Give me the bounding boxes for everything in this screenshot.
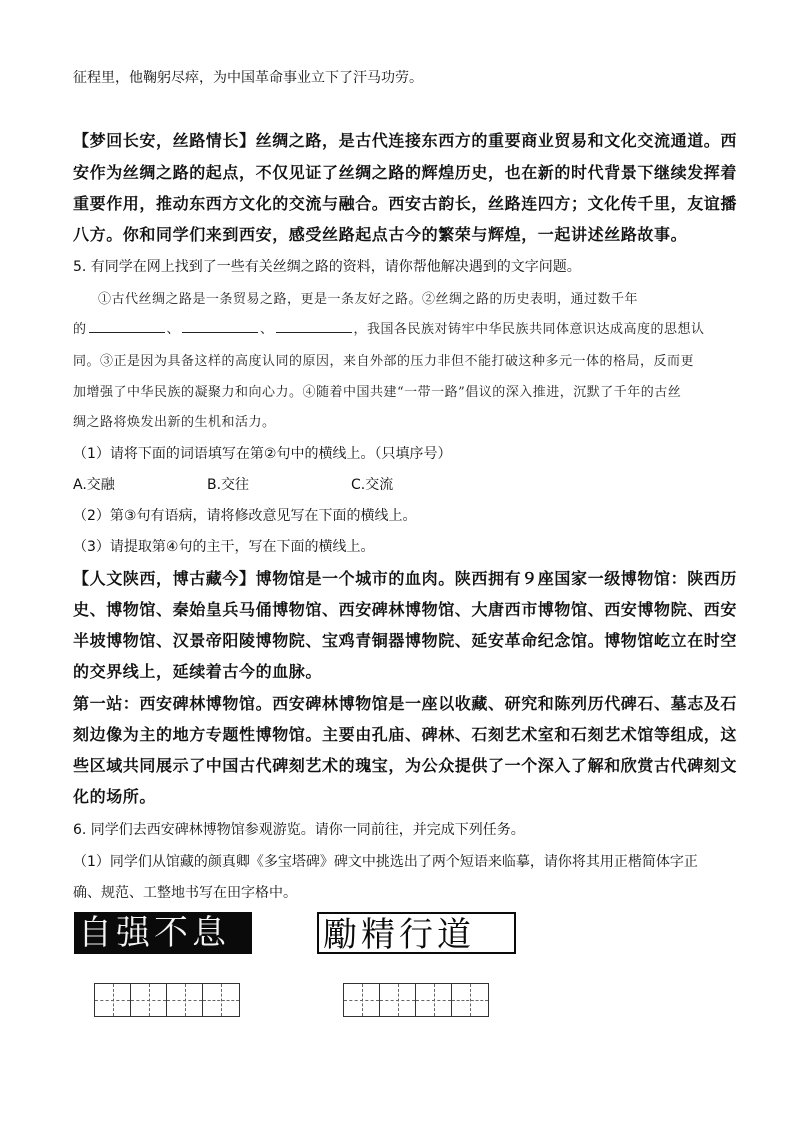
option-b: B.交往 (207, 477, 250, 493)
calligraphy-rubbing-right: 勵精行道 (317, 912, 516, 954)
tianzige-cell[interactable] (203, 984, 239, 1016)
question-stem: 6. 同学们去西安碑林博物馆参观游览。请你一同前往，并完成下列任务。 (73, 822, 525, 838)
answer-blank[interactable] (89, 320, 165, 333)
sub-question: （1）请将下面的词语填写在第②句中的横线上。（只填序号） (73, 446, 452, 462)
option-c: C.交流 (351, 477, 394, 493)
tianzige-cell[interactable] (344, 984, 380, 1016)
tianzige-cell[interactable] (95, 984, 131, 1016)
sub-question: 确、规范、工整地书写在田字格中。 (73, 885, 297, 901)
tianzige-cell[interactable] (416, 984, 452, 1016)
paragraph-line: 半坡博物馆、汉景帝阳陵博物院、宝鸡青铜器博物院、延安革命纪念馆。博物馆屹立在时空 (73, 631, 738, 650)
tianzige-grid-right[interactable] (343, 983, 489, 1017)
sub-question: （1）同学们从馆藏的颜真卿《多宝塔碑》碑文中挑选出了两个短语来临摹，请你将其用正楷简体字正 (73, 854, 698, 870)
calligraphy-rubbing-left: 自强不息 (74, 912, 252, 954)
answer-blank[interactable] (182, 320, 258, 333)
passage-line-with-blanks (73, 318, 705, 337)
paragraph-line: 的交界线上，延续着古今的血脉。 (73, 662, 323, 681)
passage-line: ①古代丝绸之路是一条贸易之路，更是一条友好之路。②丝绸之路的历史表明，通过数千年 (98, 292, 639, 307)
paragraph-line: 史、博物馆、秦始皇兵马俑博物馆、西安碑林博物馆、大唐西市博物馆、西安博物院、西安 (73, 600, 738, 619)
sub-question: （3）请提取第④句的主干，写在下面的横线上。 (73, 539, 375, 555)
paragraph-line: 【人文陕西，博古藏今】博物馆是一个城市的血肉。陕西拥有９座国家一级博物馆：陕西历 (73, 569, 738, 588)
tianzige-cell[interactable] (452, 984, 488, 1016)
blank-separator: 、 (260, 322, 274, 337)
paragraph-line: 化的场所。 (73, 787, 157, 806)
intro-line: 征程里，他鞠躬尽瘁，为中国革命事业立下了汗马功劳。 (73, 70, 423, 86)
tianzige-cell[interactable] (167, 984, 203, 1016)
paragraph-line: 重要作用，推动东西方文化的交流与融合。西安古韵长，丝路连四方；文化传千里，友谊播 (73, 194, 738, 213)
passage-line: 同。③正是因为具备这样的高度认同的原因，来自外部的压力非但不能打破这种多元一体的格局，反而更 (73, 354, 695, 369)
paragraph-line: 八方。你和同学们来到西安，感受丝路起点古今的繁荣与辉煌，一起讲述丝路故事。 (73, 225, 688, 244)
passage-line: 加增强了中华民族的凝聚力和向心力。④随着中国共建“一带一路”倡议的深入推进，沉默了千年的古丝 (73, 385, 682, 400)
tianzige-cell[interactable] (380, 984, 416, 1016)
passage-line: 绸之路将焕发出新的生机和活力。 (73, 415, 276, 430)
paragraph-line: 【梦回长安，丝路情长】丝绸之路，是古代连接东西方的重要商业贸易和文化交流通道。西 (73, 131, 738, 150)
question-stem: 5. 有同学在网上找到了一些有关丝绸之路的资料，请你帮他解决遇到的文字问题。 (73, 259, 581, 275)
tianzige-cell[interactable] (131, 984, 167, 1016)
option-a: A.交融 (73, 477, 115, 493)
blank-separator: 、 (166, 322, 181, 337)
sub-question: （2）第③句有语病，请将修改意见写在下面的横线上。 (73, 508, 417, 524)
answer-blank[interactable] (276, 320, 352, 333)
tianzige-grid-left[interactable] (94, 983, 240, 1017)
paragraph-line: 安作为丝绸之路的起点，不仅见证了丝绸之路的辉煌历史，也在新的时代背景下继续发挥着 (73, 163, 738, 182)
paragraph-line: 些区域共同展示了中国古代碑刻艺术的瑰宝，为公众提供了一个深入了解和欣赏古代碑刻文 (73, 756, 738, 775)
paragraph-line: 刻边像为主的地方专题性博物馆。主要由孔庙、碑林、石刻艺术室和石刻艺术馆等组成，这 (73, 725, 738, 744)
passage-prefix: 的 (73, 322, 87, 337)
passage-suffix: ，我国各民族对铸牢中华民族共同体意识达成高度的思想认 (353, 322, 705, 337)
paragraph-line: 第一站：西安碑林博物馆。西安碑林博物馆是一座以收藏、研究和陈列历代碑石、墓志及石 (73, 694, 738, 713)
